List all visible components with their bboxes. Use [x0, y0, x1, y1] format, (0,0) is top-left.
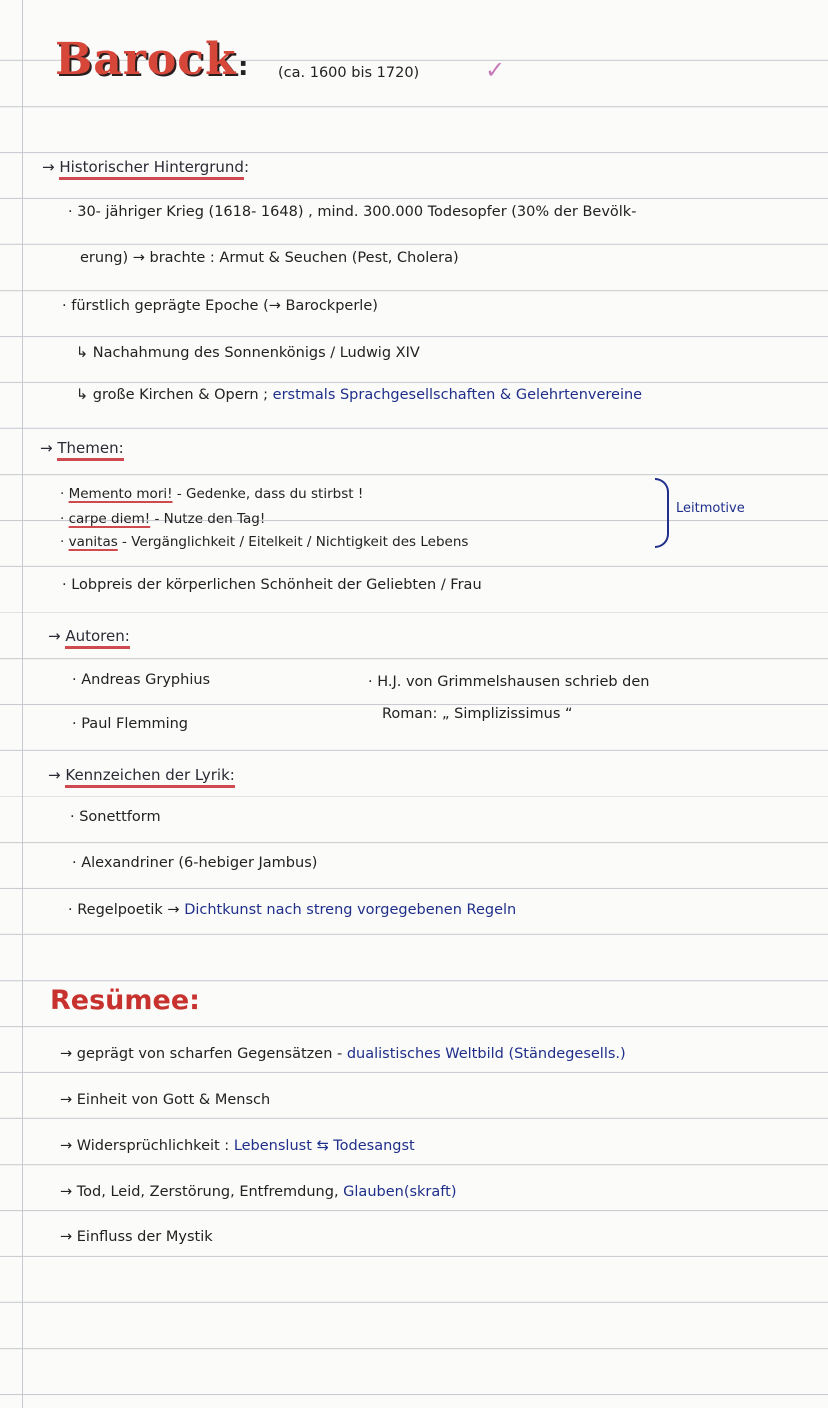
line-5-text: ↳ große Kirchen & Opern ;	[76, 387, 273, 403]
arrow-icon: →	[42, 158, 55, 176]
themen-item-1	[60, 486, 363, 502]
line-text: → Widersprüchlichkeit :	[60, 1138, 234, 1154]
autor-grimmelshausen-roman: Roman: „ Simplizissimus “	[382, 706, 573, 722]
heading-text: Historischer Hintergrund	[59, 158, 244, 180]
autor-flemming: · Paul Flemming	[72, 716, 188, 732]
arrow-icon: →	[48, 766, 61, 784]
historisch-line-5	[76, 387, 642, 403]
item-text: - Gedenke, dass du stirbst !	[172, 486, 364, 502]
brace-icon	[655, 478, 669, 548]
title-colon: :	[238, 52, 249, 82]
term-vanitas: vanitas	[68, 534, 118, 550]
resumee-line-1	[60, 1046, 626, 1062]
resumee-line-2: → Einheit von Gott & Mensch	[60, 1092, 271, 1108]
resumee-line-5: → Einfluss der Mystik	[60, 1229, 213, 1245]
historisch-line-1: · 30- jähriger Krieg (1618- 1648) , mind. 300.000 Todesopfer (30% der Bevölk-	[68, 204, 637, 220]
autor-grimmelshausen: · H.J. von Grimmelshausen schrieb den	[368, 674, 650, 690]
arrow-icon: →	[40, 439, 53, 457]
section-themen-heading	[40, 439, 124, 457]
term-carpe-diem: carpe diem!	[68, 511, 151, 527]
heading-text: Themen:	[57, 439, 123, 461]
historisch-line-2: erung) → brachte : Armut & Seuchen (Pest, Cholera)	[80, 250, 459, 266]
autor-gryphius: · Andreas Gryphius	[72, 672, 211, 688]
term-memento-mori: Memento mori!	[68, 486, 173, 502]
page-title: Barock	[55, 34, 237, 85]
regelpoetik-blue-text: Dichtkunst nach streng vorgegebenen Regeln	[184, 902, 517, 918]
section-historisch-heading	[42, 158, 249, 176]
line-blue-text: Lebenslust ⇆ Todesangst	[233, 1138, 415, 1154]
check-mark-icon: ✓	[485, 56, 506, 84]
themen-item-3	[60, 534, 468, 550]
item-text: - Vergänglichkeit / Eitelkeit / Nichtigkeit des Lebens	[117, 534, 469, 550]
line-text: → Tod, Leid, Zerstörung, Entfremdung,	[60, 1184, 344, 1200]
resumee-line-4	[60, 1184, 456, 1200]
line-blue-text: dualistisches Weltbild (Ständegesells.)	[346, 1046, 626, 1062]
heading-text: Autoren:	[65, 627, 129, 649]
regelpoetik-text: · Regelpoetik →	[68, 902, 185, 918]
resumee-heading: Resümee:	[50, 985, 200, 1016]
line-text: → geprägt von scharfen Gegensätzen -	[60, 1046, 347, 1062]
bullet: ·	[60, 486, 69, 502]
item-text: - Nutze den Tag!	[150, 511, 266, 527]
arrow-icon: →	[48, 627, 61, 645]
historisch-line-4: ↳ Nachahmung des Sonnenkönigs / Ludwig XIV	[76, 345, 420, 361]
themen-item-4: · Lobpreis der körperlichen Schönheit der Geliebten / Frau	[62, 577, 482, 593]
heading-colon: :	[243, 158, 249, 176]
themen-item-2	[60, 511, 265, 527]
brace-label: Leitmotive	[676, 501, 745, 516]
margin-line	[22, 0, 23, 1408]
bullet: ·	[60, 534, 69, 550]
line-blue-text: Glauben(skraft)	[343, 1184, 457, 1200]
section-autoren-heading	[48, 627, 130, 645]
title-period: (ca. 1600 bis 1720)	[278, 65, 420, 81]
heading-text: Kennzeichen der Lyrik:	[65, 766, 234, 788]
lyrik-alexandriner: · Alexandriner (6-hebiger Jambus)	[72, 855, 318, 871]
historisch-line-3: · fürstlich geprägte Epoche (→ Barockperle)	[62, 298, 378, 314]
lyrik-regelpoetik	[68, 902, 516, 918]
lyrik-sonettform: · Sonettform	[70, 809, 161, 825]
resumee-line-3	[60, 1138, 415, 1154]
line-5-blue-text: erstmals Sprachgesellschaften & Gelehrtenvereine	[272, 387, 643, 403]
bullet: ·	[60, 511, 69, 527]
section-lyrik-heading	[48, 766, 235, 784]
